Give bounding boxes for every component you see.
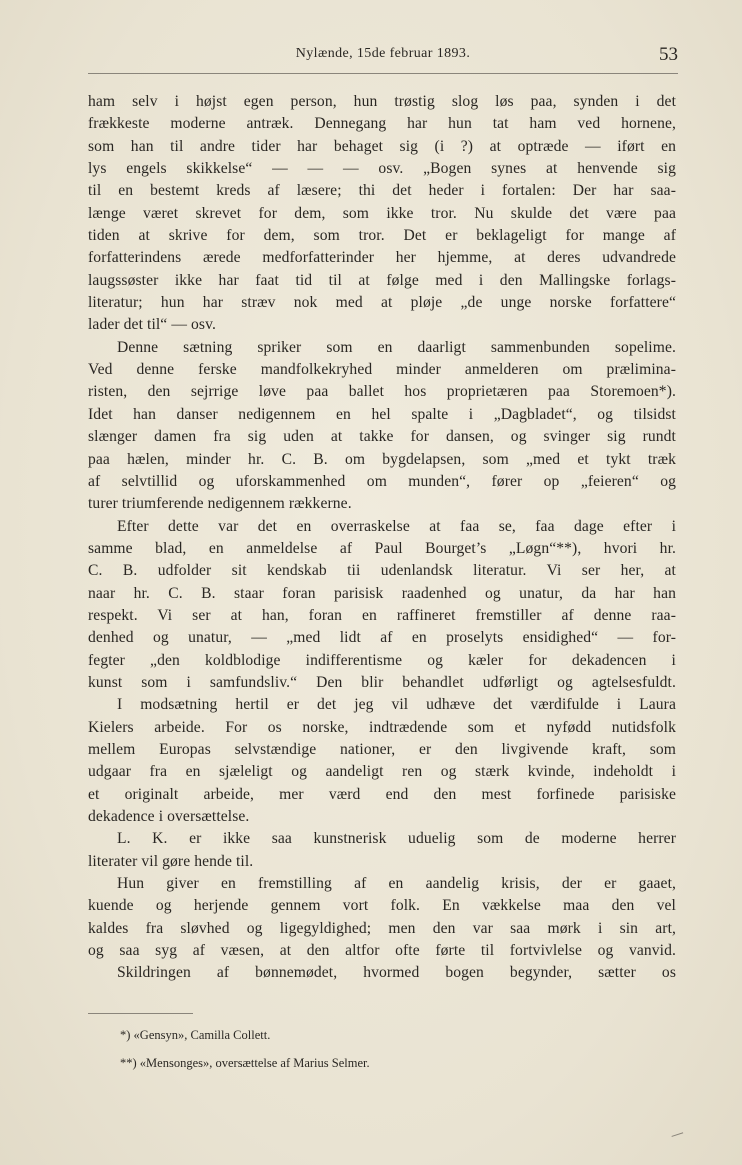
text-line: literater vil gøre hende til.: [88, 852, 254, 870]
text-line: Idet han danser nedigennem en hel spalte i „Dagbladet“, og tilsidst: [88, 405, 676, 423]
text-line: Hun giver en fremstilling af en aandelig krisis, der er gaaet,: [117, 875, 676, 893]
text-line: længe været skrevet for dem, som ikke tror. Nu skulde det være paa: [88, 204, 676, 222]
text-line: Skildringen af bønnemødet, hvormed bogen begynder, sætter os: [117, 964, 676, 982]
header-rule: [88, 73, 678, 74]
page-number: 53: [659, 44, 678, 65]
text-line: respekt. Vi ser at han, foran en raffineret fremstiller af denne raa-: [88, 606, 676, 624]
text-line: L. K. er ikke saa kunstnerisk uduelig som de moderne herrer: [117, 830, 676, 848]
text-line: kuende og herjende gennem vort folk. En vækkelse maa den vel: [88, 897, 676, 915]
text-line: dekadence i oversættelse.: [88, 808, 250, 825]
footnote: **) «Mensonges», oversættelse af Marius Selmer.: [120, 1056, 370, 1070]
text-line: naar hr. C. B. staar foran parisisk raadenhed og unatur, da har han: [88, 584, 676, 602]
text-line: lys engels skikkelse“ — — — osv. „Bogen synes at henvende sig: [88, 160, 676, 178]
text-line: som han til andre tider har behaget sig (i ?) at optræde — iført en: [88, 137, 676, 155]
text-line: Efter dette var det en overraskelse at faa se, faa dage efter i: [117, 517, 676, 535]
page-header: [88, 46, 678, 68]
body-text: [88, 91, 676, 985]
text-line: til en bestemt kreds af læsere; thi det heder i fortalen: Der har saa-: [88, 182, 676, 200]
text-line: literatur; hun har stræv nok med at pløje „de unge norske forfattere“: [88, 294, 676, 312]
footnotes: [120, 1021, 620, 1077]
text-line: tiden at skrive for dem, som tror. Det er beklageligt for mange af: [88, 227, 676, 245]
text-line: udgaar fra en sjæleligt og aandeligt ren og stærk kvinde, indeholdt i: [88, 763, 676, 781]
text-line: kaldes fra sløvhed og ligegyldighed; men den var saa mørk i sin art,: [88, 919, 676, 937]
text-line: frækkeste moderne antræk. Dennegang har hun tat ham ved hornene,: [88, 115, 676, 133]
text-line: I modsætning hertil er det jeg vil udhæve det værdifulde i Laura: [117, 696, 676, 714]
footnote-rule: [88, 1013, 193, 1014]
text-line: og saa syg af væsen, at den altfor ofte førte til fortvivlelse og vanvid.: [88, 942, 676, 960]
text-line: Ved denne ferske mandfolkekryhed minder anmelderen om præliminа-: [88, 361, 676, 379]
text-line: fegter „den koldblodige indifferentisme og kæler for dekadencen i: [88, 651, 676, 669]
text-line: paa hælen, minder hr. C. B. om bygdelapsen, som „med et tykt træk: [88, 450, 676, 468]
text-line: lader det til“ — osv.: [88, 316, 216, 334]
text-line: samme blad, en anmeldelse af Paul Bourget’s „Løgn“**), hvori hr.: [88, 539, 676, 557]
text-line: forfatterindens ærede medforfatterinder her hjemme, at deres udvandrede: [88, 249, 676, 267]
running-title: Nylænde, 15de februar 1893.: [295, 46, 471, 61]
text-line: mellem Europas selvstændige nationer, er den livgivende kraft, som: [88, 740, 676, 758]
text-line: Denne sætning spriker som en daarligt sammenbunden sopelime.: [117, 338, 676, 356]
text-line: denhed og unatur, — „med lidt af en proselyts ensidighed“ — for-: [88, 629, 676, 647]
footnote: *) «Gensyn», Camilla Collett.: [120, 1028, 271, 1042]
text-line: Kielers arbeide. For os norske, indtrædende som et nyfødd nutidsfolk: [88, 718, 676, 736]
text-line: turer triumferende nedigennem rækkerne.: [88, 495, 352, 513]
text-line: C. B. udfolder sit kendskab tii udenlandsk literatur. Vi ser her, at: [88, 562, 676, 580]
text-line: ham selv i højst egen person, hun trøstig slog løs paa, synden i det: [88, 93, 676, 110]
text-line: kunst som i samfundsliv.“ Den blir behandlet udførligt og agtelsesfuldt.: [88, 673, 676, 691]
text-line: et originalt arbeide, mer værd end den mest forfinede parisiske: [88, 785, 676, 803]
text-line: af selvtillid og uforskammenhed om munden“, fører op „feieren“ og: [88, 472, 676, 490]
text-line: laugssøster ikke har faat tid til at følge med i den Mallingske forlags-: [88, 271, 676, 289]
text-line: risten, den sejrrige løve paa ballet hos proprietæren paa Storemoen*).: [88, 383, 676, 401]
text-line: slænger damen fra sig uden at takke for dansen, og svinger sig rundt: [88, 428, 676, 446]
corner-mark: [672, 1132, 685, 1140]
